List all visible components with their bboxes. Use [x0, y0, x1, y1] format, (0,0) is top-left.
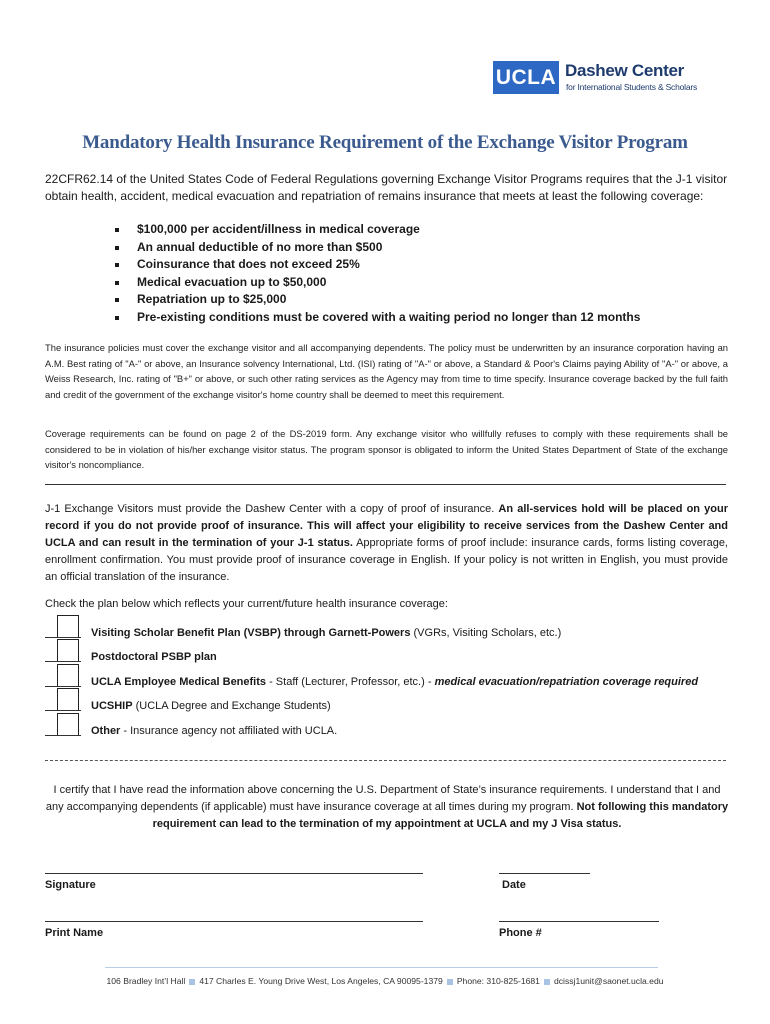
coverage-list: [115, 221, 755, 326]
document-title: Mandatory Health Insurance Requirement of the Exchange Visitor Program: [82, 132, 688, 153]
intro-paragraph: 22CFR62.14 of the United States Code of Federal Regulations governing Exchange Visitor Programs requires that the J-1 visitor obtain health, accident, medical evacuation and repatriation of remains insurance that meets at least the following coverage:: [45, 172, 728, 203]
footer-email-link[interactable]: dcissj1unit@saonet.ucla.edu: [553, 976, 664, 986]
other-checkbox[interactable]: [57, 713, 79, 735]
bullet-square-icon: [115, 263, 119, 267]
ucship-checkbox[interactable]: [57, 688, 79, 710]
certification-statement: I certify that I have read the information above concerning the U.S. Department of State’s insurance requirements. I understand that I and any accompanying dependents (if applicable) must have insurance coverage at all times during my program. Not following this mandatory requirement can lead to the termination of my appointment at UCLA and my J Visa status.: [45, 784, 729, 830]
plan-option-ucla-employee: UCLA Employee Medical Benefits - Staff (Lecturer, Professor, etc.) - medical evacuation/repatriation coverage required: [45, 668, 698, 690]
bullet-square-icon: [115, 281, 119, 285]
section-divider: [45, 484, 726, 485]
separator-square-icon: [447, 979, 453, 985]
vsbp-checkbox[interactable]: [57, 615, 79, 637]
plan-option-vsbp: Visiting Scholar Benefit Plan (VSBP) through Garnett-Powers (VGRs, Visiting Scholars, etc.): [45, 619, 561, 641]
policy-paragraph: The insurance policies must cover the exchange visitor and all accompanying dependents. The policy must be underwritten by an insurance corporation having an A.M. Best rating of "A-" or above, an Insurance solvency International, Ltd. (ISI) rating of "A-" or above, a Standard & Poor's Claims paying Ability of "A-" or above, a Weiss Research, Inc. rating of "B+" or above, or such other rating services as the Agency may from time to time specify. Insurance coverage backed by the full faith and credit of the government of the exchange visitor's home country shall be deemed to meet this requirement.: [45, 342, 728, 400]
dashew-center-subtitle: for International Students & Scholars: [566, 82, 698, 92]
plan-option-ucship: UCSHIP (UCLA Degree and Exchange Students): [45, 692, 331, 714]
ucla-employee-checkbox[interactable]: [57, 664, 79, 686]
coverage-item: Coinsurance that does not exceed 25%: [115, 256, 755, 274]
coverage-item: Repatriation up to $25,000: [115, 291, 755, 309]
date-line[interactable]: [499, 873, 590, 874]
phone-label: Phone #: [499, 927, 542, 939]
coverage-item: An annual deductible of no more than $500: [115, 239, 755, 257]
bullet-square-icon: [115, 246, 119, 250]
plan-option-psbp: Postdoctoral PSBP plan: [45, 643, 217, 665]
separator-square-icon: [189, 979, 195, 985]
bullet-square-icon: [115, 316, 119, 320]
psbp-checkbox[interactable]: [57, 639, 79, 661]
date-label: Date: [502, 879, 526, 891]
print-name-line[interactable]: [45, 921, 423, 922]
section-divider: [45, 760, 726, 761]
footer-contact: 106 Bradley Int’l Hall 417 Charles E. Young Drive West, Los Angeles, CA 90095-1379 Phone: 310-825-1681 dcissj1unit@saonet.ucla.edu: [106, 976, 664, 986]
coverage-item: Pre-existing conditions must be covered with a waiting period no longer than 12 months: [115, 309, 755, 327]
bullet-square-icon: [115, 298, 119, 302]
coverage-item: Medical evacuation up to $50,000: [115, 274, 755, 292]
footer-divider: [105, 967, 658, 968]
phone-line[interactable]: [499, 921, 659, 922]
separator-square-icon: [544, 979, 550, 985]
coverage-requirements-paragraph: Coverage requirements can be found on page 2 of the DS-2019 form. Any exchange visitor who willfully refuses to comply with these requirements shall be considered to be in violation of his/her exchange visitor status. The program sponsor is obligated to inform the United States Department of State of the exchange visitor's noncompliance.: [45, 428, 728, 471]
ucla-logo-mark: UCLA: [493, 61, 559, 94]
dashew-center-name: Dashew Center: [565, 61, 684, 80]
check-plan-instruction: Check the plan below which reflects your current/future health insurance coverage:: [45, 598, 448, 610]
print-name-label: Print Name: [45, 927, 104, 939]
bullet-square-icon: [115, 228, 119, 232]
proof-of-insurance-paragraph: J-1 Exchange Visitors must provide the Dashew Center with a copy of proof of insurance. An all-services hold will be placed on your record if you do not provide proof of insurance. This will affect your eligibility to receive services from the Dashew Center and UCLA and can result in the termination of your J-1 status. Appropriate forms of proof include: insurance cards, forms listing coverage, enrollment confirmation. You must provide proof of insurance coverage in English. If your policy is not written in English, you must provide an official translation of the insurance.: [45, 503, 728, 583]
plan-option-other: Other - Insurance agency not affiliated with UCLA.: [45, 717, 337, 739]
signature-line[interactable]: [45, 873, 423, 874]
coverage-item: $100,000 per accident/illness in medical coverage: [115, 221, 755, 239]
signature-label: Signature: [45, 879, 96, 891]
